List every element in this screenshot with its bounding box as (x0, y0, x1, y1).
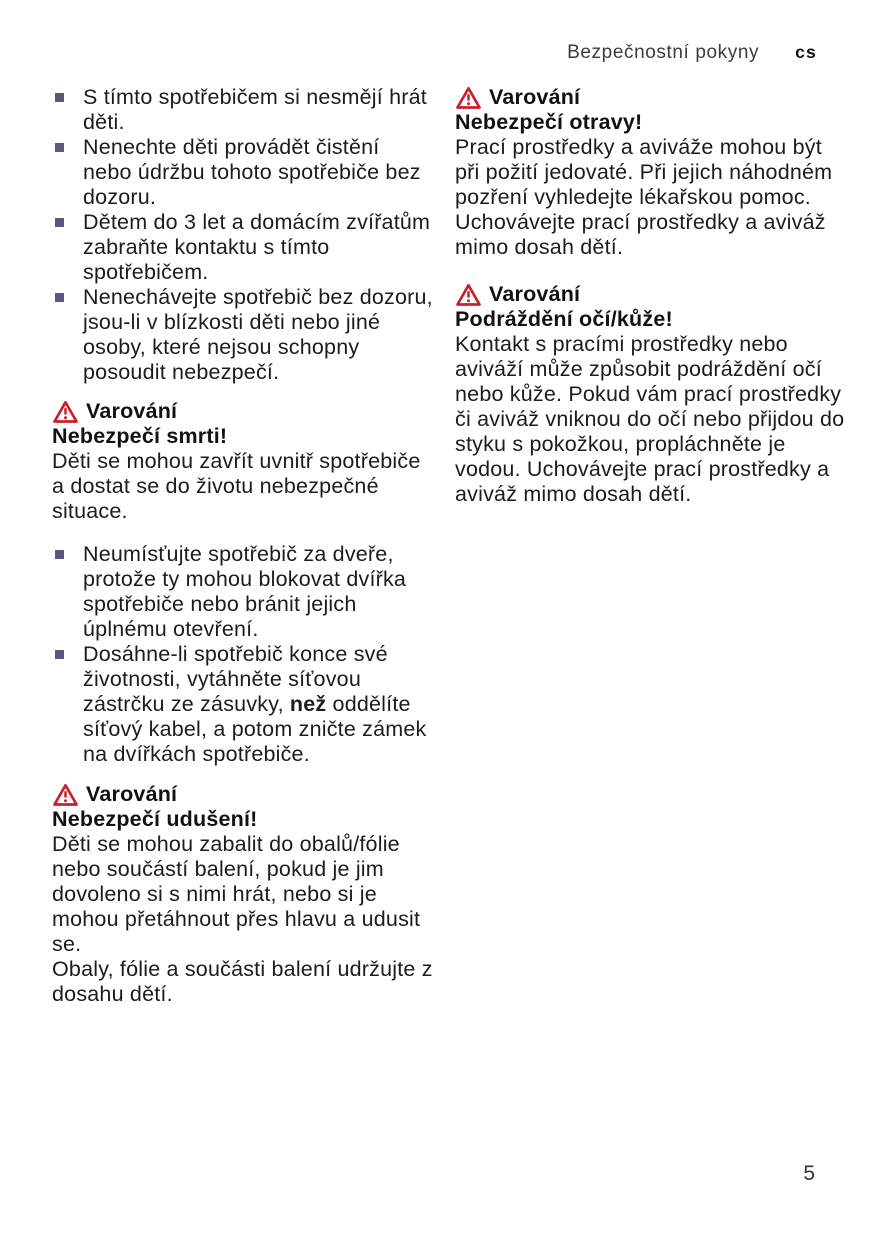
bullet-text-bold-segment: než (289, 692, 327, 716)
warning-label: Varování (489, 282, 581, 306)
bullet-text-segment: oddělíte síťový kabel, a potom zničte zámek na dvířkách spotřebiče. (83, 692, 427, 766)
warning-block-suffocation (52, 782, 434, 1007)
section-title: Bezpečnostní pokyny (567, 42, 760, 63)
warning-subtitle: Podráždění očí/kůže! (455, 307, 673, 331)
page-header (0, 42, 817, 64)
page-number: 5 (803, 1162, 815, 1185)
right-column (455, 85, 849, 1007)
list-item (52, 135, 434, 210)
bullet-text (83, 642, 434, 767)
square-bullet-icon (55, 293, 64, 302)
bullet-text-segment: Neumísťujte spotřebič za dveře, protože ty mohou blokovat dvířka spotřebiče nebo bránit jejich úplnému otevření. (83, 542, 407, 641)
warning-block-death (52, 399, 434, 524)
warning-triangle-icon (52, 400, 79, 424)
warning-label: Varování (86, 399, 178, 423)
warning-triangle-icon (52, 783, 79, 807)
warning-body: Prací prostředky a aviváže mohou být při požití jedovaté. Při jejich náhodném pozření vyhledejte lékařskou pomoc. Uchovávejte prací prostředky a aviváž mimo dosah dětí. (455, 135, 833, 259)
bullet-text: Nenechte děti provádět čistění nebo údržbu tohoto spotřebiče bez dozoru. (83, 135, 421, 209)
warning-body: Děti se mohou zabalit do obalů/fólie nebo součástí balení, pokud je jim dovoleno si s nimi hrát, nebo si je mohou přetáhnout přes hlavu a udusit se. (52, 832, 421, 956)
bullet-text: Dětem do 3 let a domácím zvířatům zabraňte kontaktu s tímto spotřebičem. (83, 210, 431, 284)
list-item (52, 85, 434, 135)
warning-header (52, 399, 434, 424)
list-item (52, 285, 434, 385)
square-bullet-icon (55, 218, 64, 227)
warning-subtitle: Nebezpečí smrti! (52, 424, 228, 448)
warning-triangle-icon (455, 86, 482, 110)
square-bullet-icon (55, 143, 64, 152)
warning-block-poisoning (455, 85, 849, 260)
list-item (52, 542, 434, 642)
content-columns (52, 85, 849, 1007)
bullet-list-placement-disposal (52, 542, 434, 767)
warning-triangle-icon (455, 283, 482, 307)
warning-header (455, 85, 849, 110)
warning-subtitle: Nebezpečí udušení! (52, 807, 258, 831)
warning-body: Obaly, fólie a součásti balení udržujte z dosahu dětí. (52, 957, 433, 1006)
square-bullet-icon (55, 93, 64, 102)
bullet-text: Nenechávejte spotřebič bez dozoru, jsou-li v blízkosti děti nebo jiné osoby, které nejsou schopny posoudit nebezpečí. (83, 285, 433, 384)
warning-header (52, 782, 434, 807)
bullet-list-child-safety (52, 85, 434, 385)
warning-body: Kontakt s pracími prostředky nebo aviváží může způsobit podráždění očí nebo kůže. Pokud vám prací prostředky či aviváž vniknou do očí nebo přijdou do styku s pokožkou, propláchněte je vodou. Uchovávejte prací prostředky a aviváž mimo dosah dětí. (455, 332, 845, 506)
bullet-text: S tímto spotřebičem si nesmějí hrát děti. (83, 85, 427, 134)
square-bullet-icon (55, 650, 64, 659)
language-code: cs (795, 42, 817, 62)
warning-label: Varování (489, 85, 581, 109)
warning-block-irritation (455, 282, 849, 507)
warning-subtitle: Nebezpečí otravy! (455, 110, 643, 134)
list-item (52, 642, 434, 767)
bullet-text (83, 542, 434, 642)
square-bullet-icon (55, 550, 64, 559)
warning-label: Varování (86, 782, 178, 806)
warning-header (455, 282, 849, 307)
bullet-text-segment: Dosáhne-li spotřebič konce své životnosti, vytáhněte síťovou zástrčku ze zásuvky, (83, 642, 388, 716)
warning-body: Děti se mohou zavřít uvnitř spotřebiče a dostat se do životu nebezpečné situace. (52, 449, 421, 523)
list-item (52, 210, 434, 285)
left-column (52, 85, 434, 1007)
